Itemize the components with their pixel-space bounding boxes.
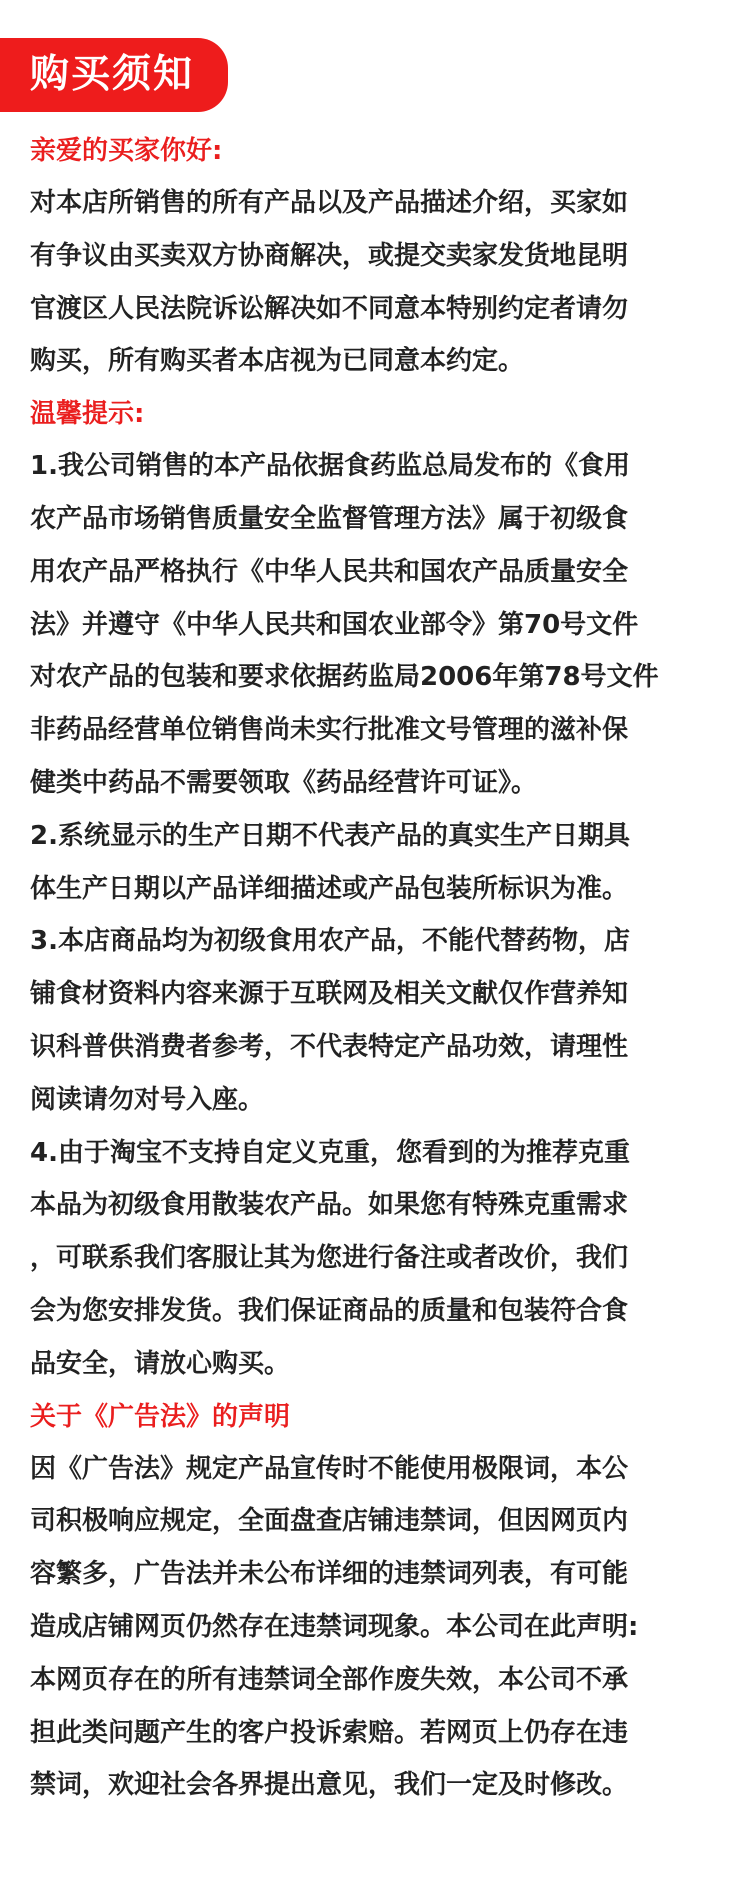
ad-law-heading: 关于《广告法》的声明	[30, 1401, 291, 1432]
page-title: 购买须知	[30, 52, 195, 97]
title-banner	[0, 38, 228, 112]
ad-law-body: 因《广告法》规定产品宣传时不能使用极限词，本公 司积极响应规定，全面盘查店铺违禁词，但因网页内 容繁多，广告法并未公布详细的违禁词列表，有可能 造成店铺网页仍然存在违禁词现象。本公司在此声明: 本网页存在的所有违禁词全部作废失效，本公司不承 担此类问题产生的客户投诉索赔。若网页上仍存在违 禁词，欢迎社会各界提出意见，我们一定及时修改。	[30, 1453, 639, 1801]
tips-heading: 温馨提示:	[30, 399, 145, 430]
notice-content	[30, 125, 726, 1812]
tip-item-4: 4.由于淘宝不支持自定义克重，您看到的为推荐克重 本品为初级食用散装农产品。如果您有特殊克重需求 ，可联系我们客服让其为您进行备注或者改价，我们 会为您安排发货。我们保证商品的质量和包装符合食 品安全，请放心购买。	[30, 1137, 630, 1379]
tip-item-2: 2.系统显示的生产日期不代表产品的真实生产日期具 体生产日期以产品详细描述或产品包装所标识为准。	[30, 820, 630, 904]
tip-item-3: 3.本店商品均为初级食用农产品，不能代替药物，店 铺食材资料内容来源于互联网及相关文献仅作营养知 识科普供消费者参考，不代表特定产品功效，请理性 阅读请勿对号入座。	[30, 926, 630, 1115]
tip-item-1: 1.我公司销售的本产品依据食药监总局发布的《食用 农产品市场销售质量安全监督管理方法》属于初级食 用农产品严格执行《中华人民共和国农产品质量安全 法》并遵守《中华人民共和国农业部令》第70号文件 对农产品的包装和要求依据药监局2006年第78号文件 非药品经营单位销售尚未实行批准文号管理的滋补保 健类中药品不需要领取《药品经营许可证》。	[30, 451, 659, 798]
greeting-heading: 亲爱的买家你好:	[30, 136, 223, 166]
greeting-body: 对本店所销售的所有产品以及产品描述介绍，买家如 有争议由买卖双方协商解决，或提交卖家发货地昆明 官渡区人民法院诉讼解决如不同意本特别约定者请勿 购买，所有购买者本店视为已同意本约定。	[30, 188, 629, 377]
